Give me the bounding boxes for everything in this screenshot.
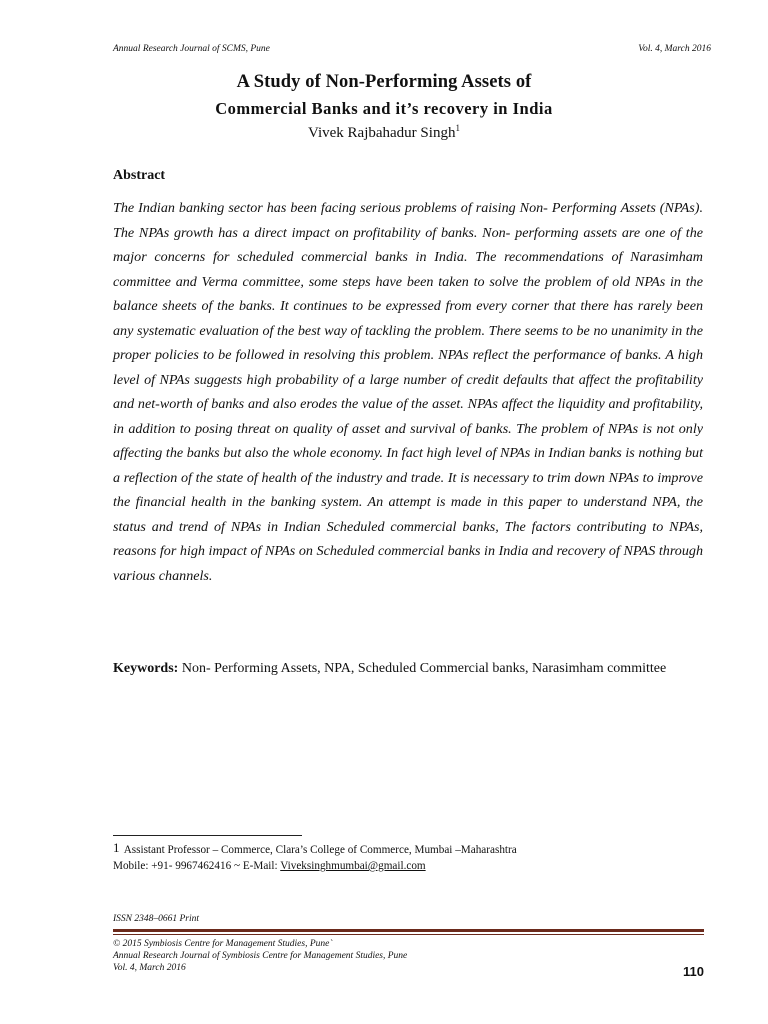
- footnote-contact-line: [113, 860, 426, 872]
- keywords-section: [113, 657, 703, 681]
- running-header: [113, 44, 711, 54]
- header-journal-name: Annual Research Journal of SCMS, Pune: [113, 44, 270, 54]
- footer-volume: Vol. 4, March 2016: [113, 963, 186, 973]
- footnote-email-link[interactable]: Viveksinghmumbai@gmail.com: [280, 860, 426, 872]
- footnote-contact: Mobile: +91- 9967462416 ~ E-Mail:: [113, 860, 281, 872]
- footnote-divider: [113, 835, 302, 836]
- author-footnote-mark: 1: [455, 123, 460, 133]
- footer-rule-thick: [113, 929, 704, 932]
- keywords-label: Keywords:: [113, 661, 179, 676]
- footnote-number: 1: [113, 840, 120, 855]
- header-volume: Vol. 4, March 2016: [638, 44, 711, 54]
- abstract-text: The Indian banking sector has been facing serious problems of raising Non- Performing Assets (NPAs). The NPAs growth has a direct impact on profitability of banks. Non- performing assets are one of the major concerns for scheduled commercial banks in India. The recommendations of Narasimham committee and Verma committee, some steps have been taken to solve the problem of old NPAs in the balance sheets of the banks. It continues to be expressed from every corner that there has rarely been any systematic evaluation of the best way of tackling the problem. There seems to be no unanimity in the proper policies to be followed in resolving this problem. NPAs reflect the performance of banks. A high level of NPAs suggests high probability of a large number of credit defaults that affect the profitability and net-worth of banks and also erodes the value of the asset. NPAs affect the liquidity and profitability, in addition to posing threat on quality of asset and survival of banks. The problem of NPAs is not only affecting the banks but also the whole economy. In fact high level of NPAs in Indian banks is nothing but a reflection of the state of health of the industry and trade. It is necessary to trim down NPAs to improve the financial health in the banking system. An attempt is made in this paper to understand NPA, the status and trend of NPAs in Indian Scheduled commercial banks, The factors contributing to NPAs, reasons for high impact of NPAs on Scheduled commercial banks in India and recovery of NPAS through various channels.: [113, 200, 703, 584]
- footnote-affiliation-line: [113, 840, 517, 856]
- author-name: Vivek Rajbahadur Singh: [308, 125, 456, 141]
- footer-copyright: © 2015 Symbiosis Centre for Management Studies, Pune`: [113, 939, 333, 949]
- footer-rule-thin: [113, 934, 704, 935]
- author-line: [0, 123, 768, 142]
- abstract-heading: Abstract: [113, 168, 166, 183]
- keywords-text: Non- Performing Assets, NPA, Scheduled Commercial banks, Narasimham committee: [181, 661, 667, 676]
- paper-title-line-1: A Study of Non-Performing Assets of: [236, 72, 532, 92]
- footnote-affiliation: Assistant Professor – Commerce, Clara’s College of Commerce, Mumbai –Maharashtra: [123, 844, 517, 856]
- footer-journal-full: Annual Research Journal of Symbiosis Centre for Management Studies, Pune: [113, 951, 408, 961]
- paper-title-line-2: Commercial Banks and it’s recovery in India: [215, 99, 553, 118]
- footer-block: [113, 938, 407, 974]
- page-number: 110: [683, 964, 704, 979]
- issn-line: ISSN 2348–0661 Print: [113, 914, 200, 924]
